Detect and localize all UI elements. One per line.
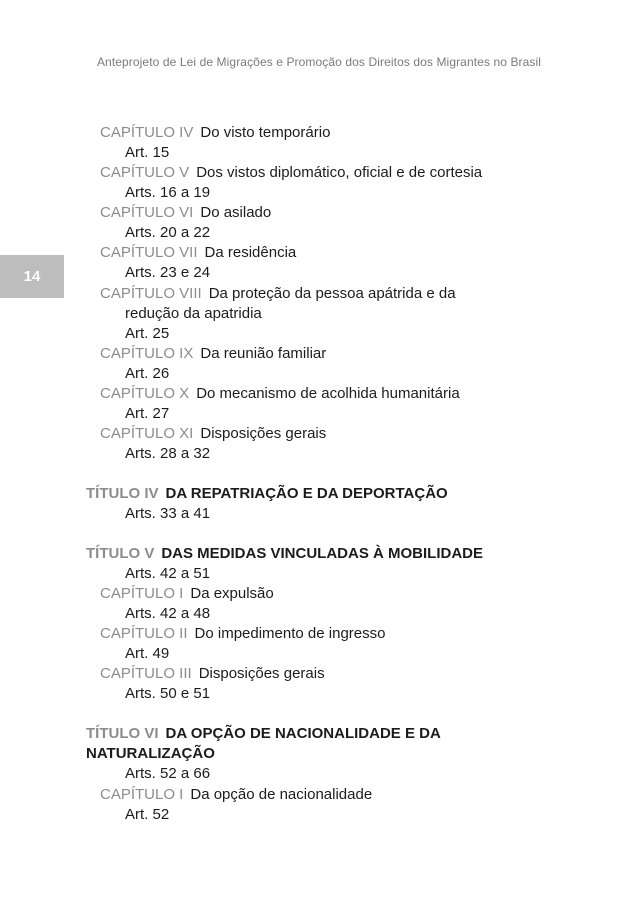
title-heading-continuation: NATURALIZAÇÃO: [86, 745, 215, 762]
chapter-label: CAPÍTULO VIII: [100, 285, 202, 302]
toc-chapter-i: [100, 584, 274, 604]
toc-article-range: Arts. 33 a 41: [125, 505, 211, 522]
toc-chapter-v: [100, 163, 482, 183]
title-label: TÍTULO IV: [86, 485, 159, 502]
chapter-title: Da opção de nacionalidade: [190, 786, 373, 803]
toc-chapter-ii: [100, 624, 385, 644]
toc-chapter-title-continuation: redução da apatridia: [125, 305, 262, 322]
toc-article-range: Arts. 42 a 48: [125, 605, 211, 622]
toc-article-range: Art. 15: [125, 144, 170, 161]
toc-chapter-vii: [100, 243, 296, 263]
toc-title-iv: [86, 484, 448, 504]
toc-article-range: Arts. 52 a 66: [125, 765, 211, 782]
chapter-title: Da residência: [204, 244, 297, 261]
chapter-title: Do mecanismo de acolhida humanitária: [196, 385, 460, 402]
toc-article-range: Art. 27: [125, 405, 170, 422]
toc-chapter-vi: [100, 203, 271, 223]
chapter-label: CAPÍTULO I: [100, 585, 184, 602]
chapter-label: CAPÍTULO XI: [100, 425, 194, 442]
chapter-title: Disposições gerais: [198, 665, 325, 682]
chapter-label: CAPÍTULO VII: [100, 244, 198, 261]
toc-article-range: Arts. 16 a 19: [125, 184, 211, 201]
toc-article-range: Art. 26: [125, 365, 170, 382]
title-heading: DA REPATRIAÇÃO E DA DEPORTAÇÃO: [165, 485, 448, 502]
chapter-label: CAPÍTULO II: [100, 625, 188, 642]
chapter-title: Da expulsão: [190, 585, 274, 602]
toc-article-range: Arts. 20 a 22: [125, 224, 211, 241]
toc-article-range: Arts. 42 a 51: [125, 565, 211, 582]
running-header: Anteprojeto de Lei de Migrações e Promoção dos Direitos dos Migrantes no Brasil: [96, 55, 542, 69]
chapter-title: Do asilado: [200, 204, 272, 221]
toc-title-v: [86, 544, 483, 564]
toc-chapter-xi: [100, 424, 326, 444]
toc-article-range: Arts. 28 a 32: [125, 445, 211, 462]
chapter-title: Do visto temporário: [200, 124, 331, 141]
title-heading: DAS MEDIDAS VINCULADAS À MOBILIDADE: [161, 545, 484, 562]
title-label: TÍTULO VI: [86, 725, 159, 742]
chapter-title: Da proteção da pessoa apátrida e da: [208, 285, 456, 302]
page-number: 14: [23, 268, 41, 285]
toc-chapter-iii: [100, 664, 325, 684]
toc-article-range: Art. 25: [125, 325, 170, 342]
chapter-title: Da reunião familiar: [200, 345, 327, 362]
chapter-label: CAPÍTULO VI: [100, 204, 194, 221]
chapter-title: Do impedimento de ingresso: [194, 625, 386, 642]
chapter-title: Dos vistos diplomático, oficial e de cortesia: [196, 164, 483, 181]
toc-article-range: Arts. 23 e 24: [125, 264, 211, 281]
toc-chapter-ix: [100, 344, 326, 364]
chapter-title: Disposições gerais: [200, 425, 327, 442]
toc-article-range: Arts. 50 e 51: [125, 685, 211, 702]
title-label: TÍTULO V: [86, 545, 155, 562]
chapter-label: CAPÍTULO X: [100, 385, 190, 402]
chapter-label: CAPÍTULO I: [100, 786, 184, 803]
chapter-label: CAPÍTULO III: [100, 665, 192, 682]
toc-article-range: Art. 52: [125, 806, 170, 823]
chapter-label: CAPÍTULO IX: [100, 345, 194, 362]
page-number-tab: [0, 255, 64, 298]
title-heading: DA OPÇÃO DE NACIONALIDADE E DA: [165, 725, 441, 742]
toc-chapter-viii: [100, 284, 456, 304]
chapter-label: CAPÍTULO IV: [100, 124, 194, 141]
toc-chapter-iv: [100, 123, 330, 143]
toc-chapter-x: [100, 384, 460, 404]
toc-chapter-i-nationality: [100, 785, 372, 805]
chapter-label: CAPÍTULO V: [100, 164, 190, 181]
toc-title-vi: [86, 724, 441, 744]
toc-title-continuation: [86, 744, 215, 764]
toc-article-range: Art. 49: [125, 645, 170, 662]
